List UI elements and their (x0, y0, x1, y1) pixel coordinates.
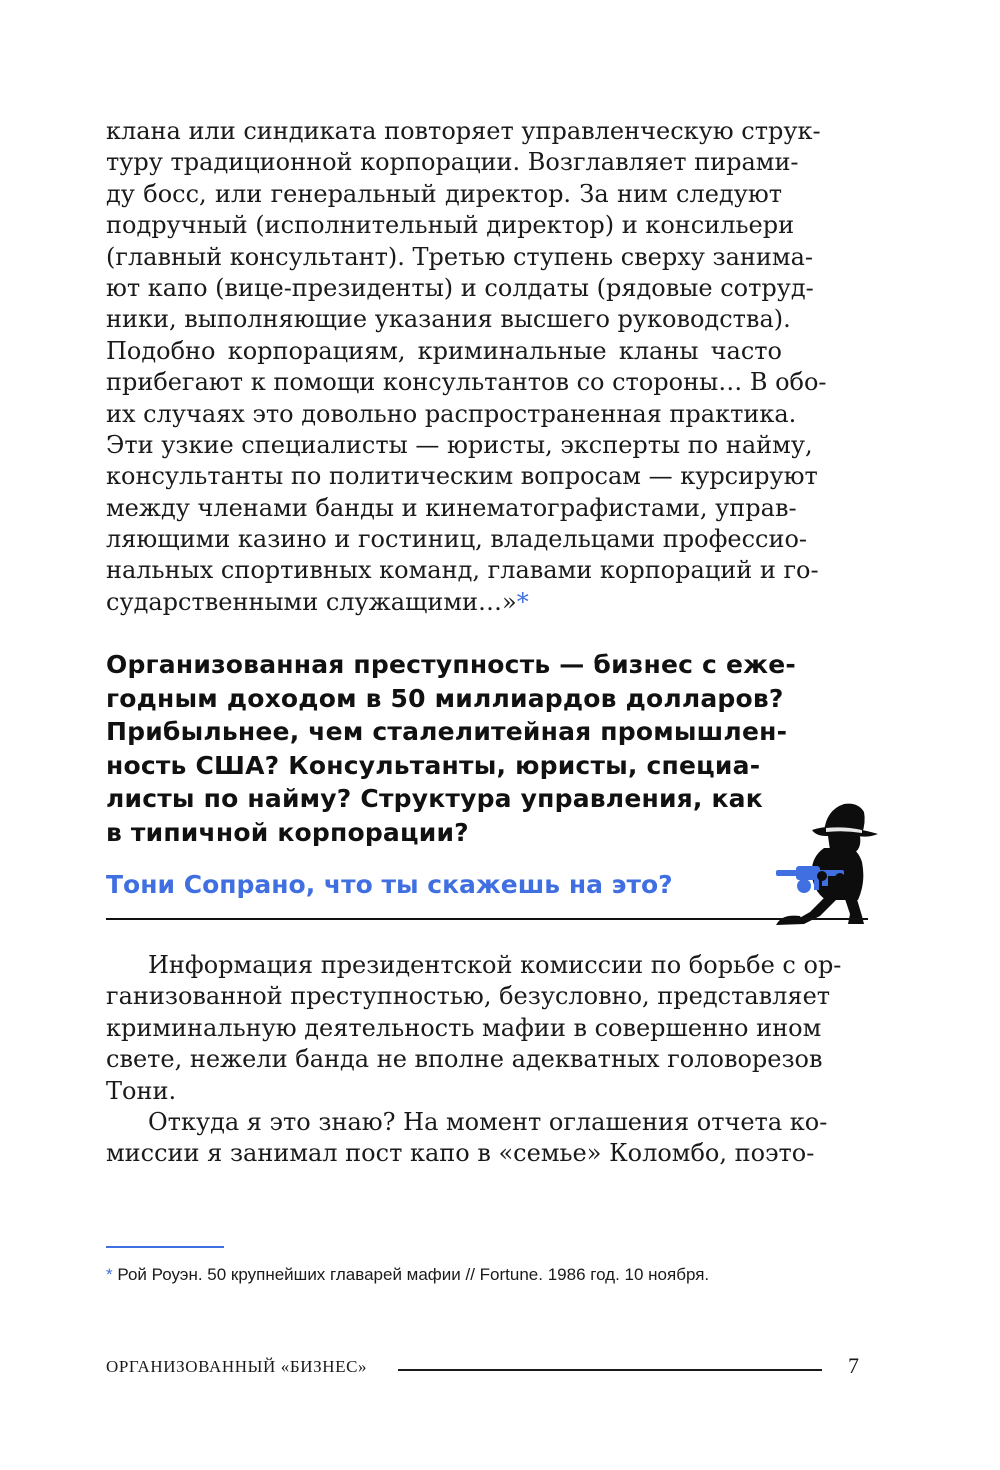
text-line: Подобно корпорациям, криминальные кланы часто (106, 336, 782, 365)
text-line: Тони. (106, 1076, 177, 1105)
text-line: ют капо (вице-президенты) и солдаты (рядовые сотруд- (106, 273, 814, 302)
text-line: Информация президентской комиссии по борьбе с ор- (148, 951, 842, 979)
text-line: консультанты по политическим вопросам — курсируют (106, 462, 818, 491)
footnote-divider (106, 1246, 224, 1248)
text-line: Откуда я это знаю? На момент оглашения отчета ко- (148, 1107, 828, 1136)
bottom-paragraphs (106, 950, 842, 1170)
text-line: ду босс, или генеральный директор. За ним следуют (106, 179, 782, 208)
section-heading (106, 648, 796, 850)
footnote-text: Рой Роуэн. 50 крупнейших главарей мафии // Fortune. 1986 год. 10 ноября. (117, 1265, 710, 1284)
text-line: криминальную деятельность мафии в совершенно ином (106, 1013, 822, 1042)
text-line-content: сударственными служащими…» (106, 587, 517, 616)
text-line: ганизованной преступностью, безусловно, представляет (106, 982, 831, 1011)
text-line: ники, выполняющие указания высшего руководства). (106, 305, 791, 334)
footnote-marker: * (106, 1265, 113, 1284)
text-line: миссии я занимал пост капо в «семье» Коломбо, поэто- (106, 1139, 815, 1168)
running-title: ОРГАНИЗОВАННЫЙ «БИЗНЕС» (106, 1357, 368, 1376)
text-line: нальных спортивных команд, главами корпораций и го- (106, 556, 819, 585)
footnote (106, 1264, 709, 1286)
text-line: подручный (исполнительный директор) и консильери (106, 211, 795, 240)
text-line: туру традиционной корпорации. Возглавляет пирами- (106, 148, 799, 177)
footnote-reference[interactable]: * (516, 587, 529, 616)
text-line (106, 587, 782, 618)
heading-line: годным доходом в 50 миллиардов долларов? (106, 683, 784, 713)
heading-line: в типичной корпорации? (106, 817, 469, 847)
heading-line: ность США? Консультанты, юристы, специа- (106, 750, 761, 780)
text-line: Эти узкие специалисты — юристы, эксперты по найму, (106, 430, 813, 459)
heading-line: Организованная преступность — бизнес с еже- (106, 650, 796, 679)
text-line: их случаях это довольно распространенная практика. (106, 399, 797, 428)
page-number: 7 (848, 1353, 859, 1378)
gangster-with-tommy-gun-icon (766, 796, 890, 926)
heading-line: листы по найму? Структура управления, как (106, 784, 763, 814)
text-line: прибегают к помощи консультантов со стороны… В обо- (106, 368, 827, 397)
text-line: (главный консультант). Третью ступень сверху занима- (106, 242, 813, 271)
heading-divider (106, 918, 868, 920)
top-paragraph (106, 116, 827, 618)
footer-divider (398, 1369, 822, 1371)
text-line: ляющими казино и гостиниц, владельцами профессио- (106, 525, 808, 554)
heading-line: Прибыльнее, чем сталелитейная промышлен- (106, 717, 788, 747)
text-line: между членами банды и кинематографистами, управ- (106, 493, 797, 522)
text-line: свете, нежели банда не вполне адекватных головорезов (106, 1045, 823, 1074)
section-subheading: Тони Сопрано, что ты скажешь на это? (106, 870, 673, 899)
text-line: клана или синдиката повторяет управленческую струк- (106, 117, 821, 145)
